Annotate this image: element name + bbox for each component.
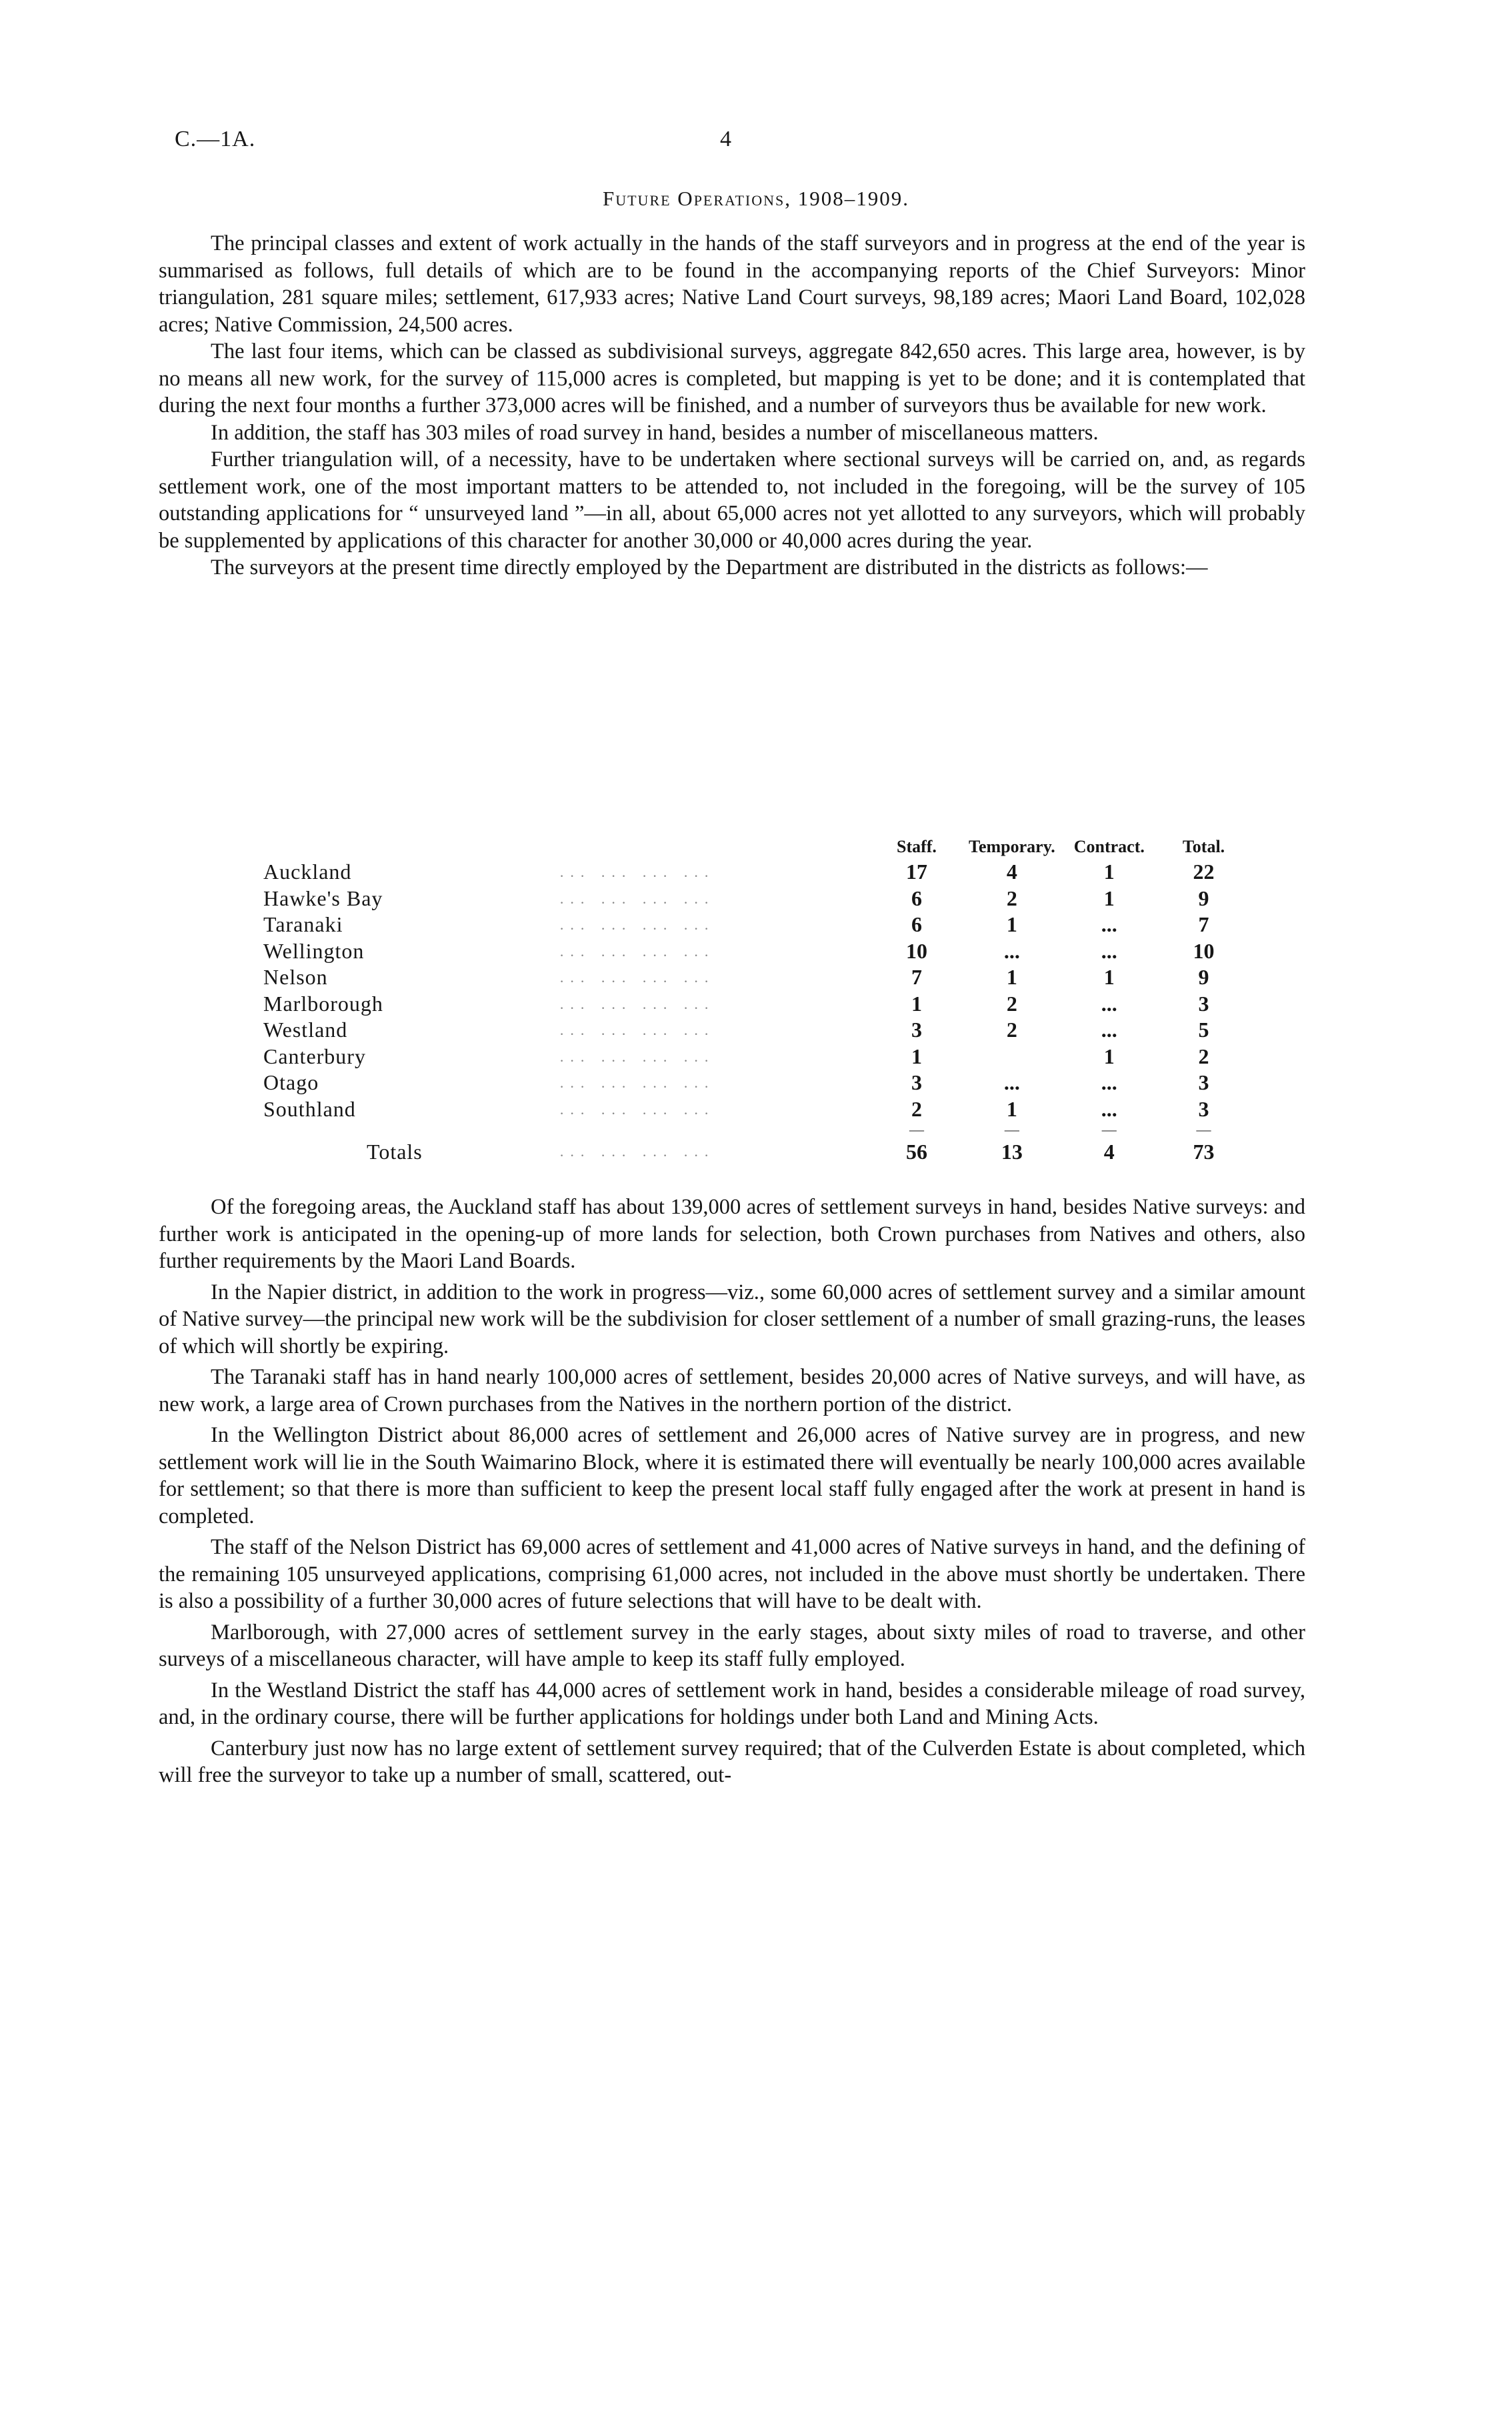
staff-count: 6: [911, 912, 922, 936]
staff-count: 10: [905, 938, 927, 963]
contract-count: ...: [1101, 912, 1117, 936]
total-count: 3: [1198, 1070, 1209, 1094]
staff-count: 3: [911, 1018, 922, 1042]
rule-mark: —: [909, 1121, 924, 1138]
contract-count: 1: [1103, 965, 1115, 989]
rule-spacer: [263, 1122, 560, 1137]
paragraph: In the Westland District the staff has 44,000 acres of settlement work in hand, besides a considerable mileage of road survey, and, in the ordinary course, there will be further applications for holdings under both Land and Mining Acts.: [159, 1678, 1305, 1729]
district-name: Nelson: [263, 965, 328, 989]
staff-count: 1: [911, 1044, 922, 1068]
temporary-count: 2: [1006, 991, 1017, 1016]
paragraph: Marlborough, with 27,000 acres of settlement survey in the early stages, about sixty miles of road to traverse, and other surveys of a miscellaneous character, will have ample to keep its staff fully employed.: [159, 1620, 1305, 1671]
paragraph: In the Napier district, in addition to the work in progress—viz., some 60,000 acres of settlement survey and a similar amount of Native survey—the principal new work will be the subdivision for closer settlement of a number of small grazing-runs, the leases of which will shortly be expiring.: [159, 1280, 1305, 1358]
page-number: 4: [720, 127, 731, 151]
table-row: [263, 1017, 1250, 1044]
header-temporary: Temporary.: [969, 837, 1055, 856]
temporary-count: 2: [1006, 1018, 1017, 1042]
dot-leader: ... ... ... ...: [559, 942, 715, 960]
totals-label: Totals: [367, 1140, 423, 1164]
district-reports-text: [159, 1194, 1305, 1793]
total-count: 3: [1198, 991, 1209, 1016]
table-row: [263, 1070, 1250, 1096]
dot-leader: ... ... ... ...: [559, 916, 715, 933]
contract-count: ...: [1101, 1070, 1117, 1094]
table-header-row: [263, 835, 1250, 859]
contract-count: 1: [1103, 886, 1115, 910]
totals-rule-row: [263, 1122, 1250, 1137]
total-count: 22: [1193, 860, 1215, 884]
district-name: Southland: [263, 1096, 356, 1121]
paragraph: Of the foregoing areas, the Auckland staff has about 139,000 acres of settlement surveys in hand, besides Native surveys: and further work is anticipated in the opening-up of more lands for selection, both Crown purchases from Natives and others, also further requirements by the Maori Land Boards.: [159, 1195, 1305, 1273]
temporary-count: 1: [1006, 912, 1017, 936]
contract-count: ...: [1101, 938, 1117, 963]
total-count: 2: [1198, 1044, 1209, 1068]
dot-leader: ... ... ... ...: [559, 969, 715, 986]
staff-count: 7: [911, 965, 922, 989]
paragraph: The principal classes and extent of work actually in the hands of the staff surveyors and in progress at the end of the year is summarised as follows, full details of which are to be found in the accompanying reports of the Chief Surveyors: Minor triangulation, 281 square miles; settlement, 617,933 acres; Native Land Court surveys, 98,189 acres; Maori Land Board, 102,028 acres; Native Commission, 24,500 acres.: [159, 231, 1305, 337]
district-name: Westland: [263, 1018, 348, 1042]
dot-leader: ... ... ... ...: [559, 1100, 715, 1118]
temporary-count: ...: [1003, 938, 1020, 963]
paragraph: Canterbury just now has no large extent of settlement survey required; that of the Culverden Estate is about completed, which will free the surveyor to take up a number of small, scattered, out-: [159, 1736, 1305, 1787]
dot-leader: ... ... ... ...: [559, 1022, 715, 1038]
district-name: Marlborough: [263, 991, 383, 1016]
district-name: Taranaki: [263, 912, 343, 936]
temporary-count: ...: [1003, 1070, 1020, 1094]
paragraph: The surveyors at the present time directly employed by the Department are distributed in the districts as follows:—: [211, 555, 1208, 579]
contract-count: ...: [1101, 991, 1117, 1016]
header-contract: Contract.: [1073, 837, 1145, 856]
district-name: Hawke's Bay: [263, 886, 383, 910]
paragraph: The last four items, which can be classed as subdivisional surveys, aggregate 842,650 acres. This large area, however, is by no means all new work, for the survey of 115,000 acres is completed, but mapping is yet to be done; and it is contemplated that during the next four months a further 373,000 acres will be finished, and a number of surveyors thus be available for new work.: [159, 339, 1305, 417]
table-row: [263, 912, 1250, 938]
total-count: 10: [1193, 938, 1215, 963]
temporary-count: 2: [1006, 886, 1017, 910]
table-row: [263, 938, 1250, 965]
temporary-total: 13: [1001, 1140, 1023, 1164]
staff-total: 56: [905, 1140, 927, 1164]
table-row: [263, 1096, 1250, 1123]
document-reference: C.—1A.: [175, 127, 256, 151]
rule-mark: —: [1004, 1121, 1019, 1138]
district-name: Canterbury: [263, 1044, 366, 1068]
header-staff: Staff.: [896, 837, 937, 856]
table-row: [263, 964, 1250, 991]
temporary-count: 1: [1006, 1096, 1017, 1121]
temporary-count: 4: [1006, 860, 1017, 884]
total-count: 9: [1198, 965, 1209, 989]
surveyor-distribution-table: [263, 835, 1250, 1166]
totals-row: [263, 1137, 1250, 1166]
dot-leader: ... ... ... ...: [559, 890, 715, 907]
section-title: Future Operations, 1908–1909.: [602, 187, 910, 210]
contract-count: ...: [1101, 1018, 1117, 1042]
dot-leader: ... ... ... ...: [559, 1074, 715, 1091]
contract-total: 4: [1103, 1140, 1115, 1164]
paragraph: Further triangulation will, of a necessity, have to be undertaken where sectional surveys will be carried on, and, as regards settlement work, one of the most important matters to be attended to, not included in the foregoing, will be the survey of 105 outstanding applications for “ unsurveyed land ”—in all, about 65,000 acres not yet allotted to any surveyors, which will probably be supplemented by applications of this character for another 30,000 or 40,000 acres during the year.: [159, 447, 1305, 553]
paragraph: The staff of the Nelson District has 69,000 acres of settlement and 41,000 acres of Native surveys in hand, and the defining of the remaining 105 unsurveyed applications, comprising 61,000 acres, not included in the above must shortly be undertaken. There is also a possibility of a further 30,000 acres of future selections that will have to be dealt with.: [159, 1535, 1305, 1613]
temporary-count: [963, 1044, 1061, 1070]
total-count: 7: [1198, 912, 1209, 936]
contract-count: 1: [1103, 1044, 1115, 1068]
staff-count: 1: [911, 991, 922, 1016]
paragraph: The Taranaki staff has in hand nearly 100,000 acres of settlement, besides 20,000 acres of Native surveys, and will have, as new work, a large area of Crown purchases from the Natives in the northern portion of the district.: [159, 1365, 1305, 1416]
table-row: [263, 859, 1250, 886]
page-header: [0, 127, 1512, 160]
dot-leader: ... ... ... ...: [559, 1048, 715, 1065]
table-row: [263, 1044, 1250, 1070]
total-count: 9: [1198, 886, 1209, 910]
paragraph: In the Wellington District about 86,000 acres of settlement and 26,000 acres of Native survey are in progress, and new settlement work will lie in the South Waimarino Block, where it is estimated there will eventually be nearly 100,000 acres available for settlement; so that there is more than sufficient to keep the present local staff fully engaged after the work at present in hand is completed.: [159, 1423, 1305, 1528]
staff-count: 6: [911, 886, 922, 910]
dot-leader: ... ... ... ...: [559, 864, 715, 880]
rule-spacer: [560, 1122, 871, 1137]
staff-count: 17: [905, 860, 927, 884]
contract-count: 1: [1103, 860, 1115, 884]
staff-count: 2: [911, 1096, 922, 1121]
paragraph: In addition, the staff has 303 miles of road survey in hand, besides a number of miscellaneous matters.: [211, 420, 1099, 445]
dot-leader: ... ... ... ...: [559, 1143, 715, 1160]
district-name: Auckland: [263, 860, 352, 884]
contract-count: ...: [1101, 1096, 1117, 1121]
header-district: [263, 835, 560, 859]
total-count: 3: [1198, 1096, 1209, 1121]
header-total: Total.: [1182, 837, 1225, 856]
total-count: 5: [1198, 1018, 1209, 1042]
grand-total: 73: [1193, 1140, 1215, 1164]
temporary-count: 1: [1006, 965, 1017, 989]
dot-leader: ... ... ... ...: [559, 995, 715, 1012]
staff-count: 3: [911, 1070, 922, 1094]
table-row: [263, 886, 1250, 912]
district-name: Otago: [263, 1070, 319, 1094]
rule-mark: —: [1101, 1121, 1117, 1138]
table-row: [263, 991, 1250, 1018]
district-name: Wellington: [263, 938, 365, 963]
header-leader: [560, 835, 871, 859]
intro-text: [159, 230, 1305, 581]
rule-mark: —: [1196, 1121, 1211, 1138]
